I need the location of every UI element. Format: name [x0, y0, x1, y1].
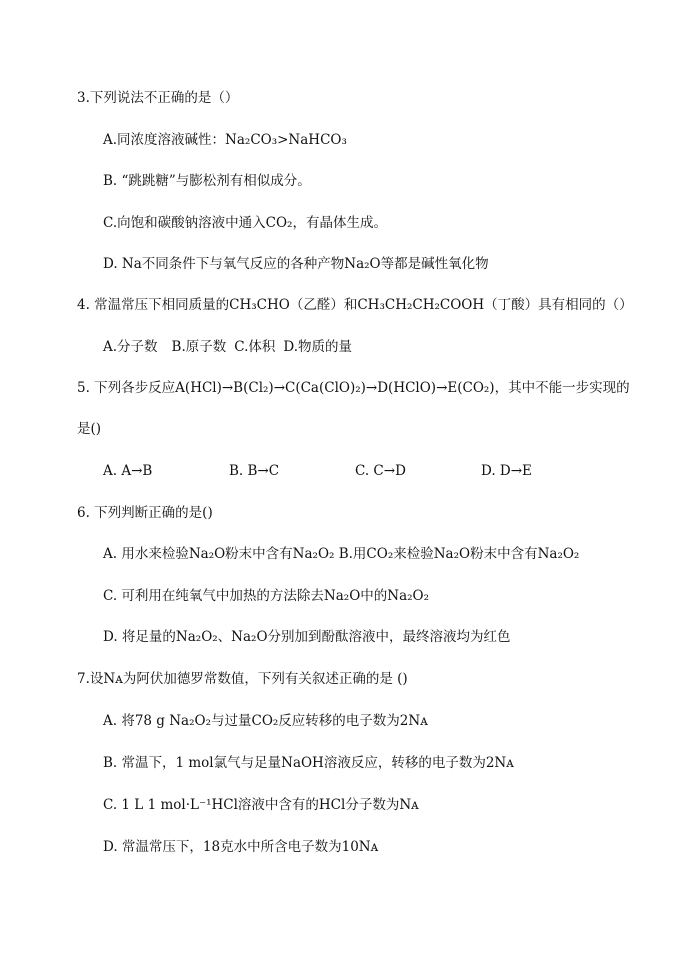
question-4-option-c: C.体积	[234, 339, 276, 355]
question-6-stem: 6. 下列判断正确的是()	[77, 505, 213, 521]
question-6-option-c: C. 可利用在纯氧气中加热的方法除去Na₂O中的Na₂O₂	[103, 588, 430, 604]
question-4-option-b: B.原子数	[171, 339, 227, 355]
question-4-option-d: D.物质的量	[283, 339, 353, 355]
question-3-stem: 3.下列说法不正确的是（）	[77, 90, 239, 106]
question-7-option-d: D. 常温常压下，18克水中所含电子数为10Nᴀ	[103, 839, 379, 855]
question-4-option-a: A.分子数	[103, 339, 158, 355]
question-5-option-b: B. B→C	[229, 463, 280, 479]
question-5-option-c: C. C→D	[355, 463, 406, 479]
question-5-option-a: A. A→B	[103, 463, 153, 479]
question-7-option-b: B. 常温下，1 mol氯气与足量NaOH溶液反应，转移的电子数为2Nᴀ	[103, 755, 514, 771]
question-3-option-b: B. “跳跳糖”与膨松剂有相似成分。	[103, 173, 311, 189]
question-7-option-c: C. 1 L 1 mol·L⁻¹HCl溶液中含有的HCl分子数为Nᴀ	[103, 797, 419, 813]
question-6-option-d: D. 将足量的Na₂O₂、Na₂O分别加到酚酞溶液中，最终溶液均为红色	[103, 629, 511, 645]
question-7-option-a: A. 将78 g Na₂O₂与过量CO₂反应转移的电子数为2Nᴀ	[103, 713, 428, 729]
question-3-option-c: C.向饱和碳酸钠溶液中通入CO₂，有晶体生成。	[103, 215, 387, 231]
question-4-stem: 4. 常温常压下相同质量的CH₃CHO（乙醛）和CH₃CH₂CH₂COOH（丁酸）具有相同的（）	[77, 297, 633, 313]
question-3-option-a: A.同浓度溶液碱性：Na₂CO₃>NaHCO₃	[103, 132, 347, 148]
question-3-option-d: D. Na不同条件下与氧气反应的各种产物Na₂O等都是碱性氧化物	[103, 256, 489, 272]
question-5-stem-continued: 是()	[77, 421, 102, 437]
question-4-options	[103, 337, 352, 357]
question-6-option-ab: A. 用水来检验Na₂O粉末中含有Na₂O₂ B.用CO₂来检验Na₂O粉末中含有Na₂O₂	[103, 546, 580, 562]
question-7-stem: 7.设Nᴀ为阿伏加德罗常数值，下列有关叙述正确的是 ()	[77, 671, 408, 687]
question-5-option-d: D. D→E	[481, 463, 532, 479]
question-5-stem: 5. 下列各步反应A(HCl)→B(Cl₂)→C(Ca(ClO)₂)→D(HClO)→E(CO₂)，其中不能一步实现的	[77, 380, 630, 396]
